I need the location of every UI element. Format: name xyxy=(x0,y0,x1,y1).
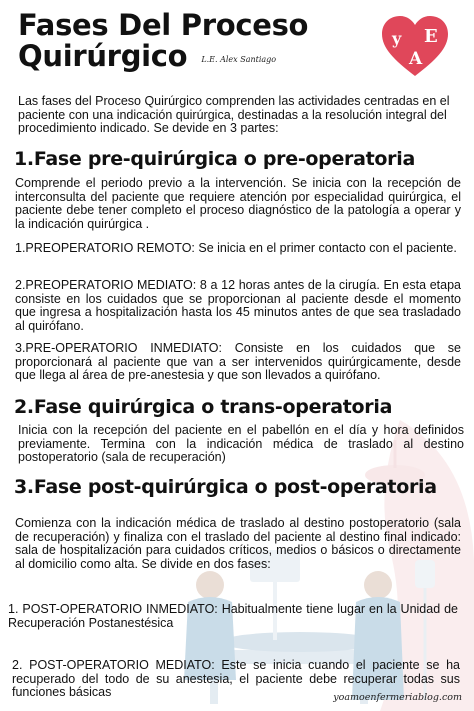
phase2-description: Inicia con la recepción del paciente en el pabellón en el día y hora definidos previamente. Termina con la indicación médica de traslado al destino postoperatorio (sala de recuperación) xyxy=(18,423,464,465)
phase2-heading: 2.Fase quirúrgica o trans-operatoria xyxy=(14,396,393,418)
phase3-item-inmediato: 1. POST-OPERATORIO INMEDIATO: Habitualmente tiene lugar en la Unidad de Recuperación Postanestésica xyxy=(8,602,458,630)
footer-website: yoamoenfermeriablog.com xyxy=(333,692,462,703)
author-signature: L.E. Alex Santiago xyxy=(201,55,277,64)
phase1-item-mediato: 2.PREOPERATORIO MEDIATO: 8 a 12 horas antes de la cirugía. En esta etapa consiste en los cuidados que se proporcionan al paciente desde el momento que ingresa a hospitalización hasta los 45 minutos antes de que sea trasladado al quirófano. xyxy=(15,278,461,333)
svg-text:y: y xyxy=(392,29,402,48)
phase1-description: Comprende el periodo previo a la intervención. Se inicia con la recepción de interconsulta del paciente que requiere atención por especialidad quirúrgica, el paciente debe tener completo el proceso diagnóstico de la patología a operar y la indicación quirúrgica . xyxy=(15,176,461,231)
svg-text:A: A xyxy=(409,49,423,69)
svg-text:E: E xyxy=(424,26,438,47)
page-title-line1: Fases Del Proceso xyxy=(18,8,309,42)
title-block xyxy=(18,10,378,72)
page-title-line2: Quirúrgico xyxy=(18,39,188,73)
intro-paragraph: Las fases del Proceso Quirúrgico comprenden las actividades centradas en el paciente con una indicación quirúrgica, destinadas a la resolución integral del procedimiento indicado. Se devide en 3 partes: xyxy=(18,94,450,136)
phase3-heading: 3.Fase post-quirúrgica o post-operatoria xyxy=(14,476,437,498)
phase3-item-mediato: 2. POST-OPERATORIO MEDIATO: Este se inicia cuando el paciente se ha recuperado del todo de su anestesia, el paciente debe recuperar todas sus funciones básicas xyxy=(12,658,460,700)
phase3-description: Comienza con la indicación médica de traslado al destino postoperatorio (sala de recuperación) y finaliza con el traslado del paciente al destino final indicado: sala de hospitalización para cuidados críticos, medios o básicos o directamente al domicilio como alta. Se divide en dos fases: xyxy=(15,516,461,571)
heart-logo-icon xyxy=(380,14,450,78)
phase1-item-remoto: 1.PREOPERATORIO REMOTO: Se inicia en el primer contacto con el paciente. xyxy=(15,241,457,255)
phase1-item-inmediato: 3.PRE-OPERATORIO INMEDIATO: Consiste en los cuidados que se proporcionará al paciente que van a ser intervenidos quirúrgicamente, desde que llega al área de pre-anestesia y que son llevados a quirófano. xyxy=(15,341,461,383)
phase1-heading: 1.Fase pre-quirúrgica o pre-operatoria xyxy=(14,148,415,170)
